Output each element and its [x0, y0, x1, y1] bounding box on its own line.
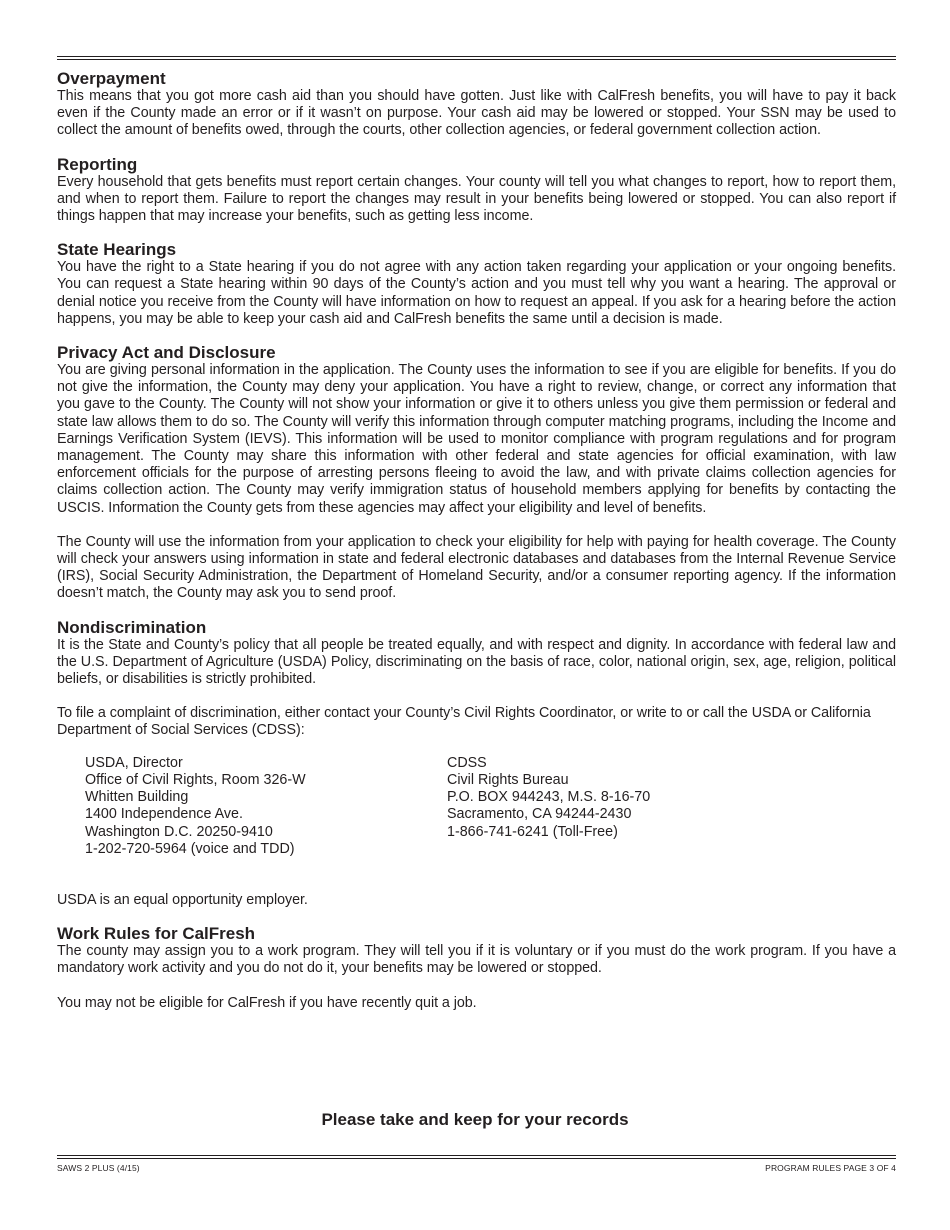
- top-rule: [57, 56, 896, 60]
- heading-state-hearings: State Hearings: [57, 240, 177, 260]
- cdss-phone: 1-866-741-6241 (Toll-Free): [447, 823, 618, 840]
- cdss-address-line: P.O. BOX 944243, M.S. 8-16-70: [447, 789, 651, 806]
- nondiscrimination-text-2: To file a complaint of discrimination, either contact your County’s Civil Rights Coordinator, or write to or call the USDA or California Department of Social Services (CDSS):: [57, 705, 871, 739]
- cdss-address-line: Sacramento, CA 94244-2430: [447, 806, 632, 823]
- section-nondiscrimination: [57, 618, 896, 909]
- usda-address-line: 1400 Independence Ave.: [85, 806, 243, 823]
- address-block: [85, 755, 896, 858]
- bottom-rule: [57, 1155, 896, 1159]
- usda-address-line: Whitten Building: [85, 789, 189, 806]
- usda-address-line: USDA, Director: [85, 754, 183, 771]
- page-label: PROGRAM RULES PAGE 3 OF 4: [765, 1163, 896, 1173]
- usda-address: [85, 755, 447, 858]
- usda-address-line: Washington D.C. 20250-9410: [85, 823, 273, 840]
- equal-opportunity-text: USDA is an equal opportunity employer.: [57, 891, 308, 908]
- usda-phone: 1-202-720-5964 (voice and TDD): [85, 840, 295, 857]
- closing-note: Please take and keep for your records: [321, 1110, 629, 1129]
- section-work-rules: [57, 924, 896, 1012]
- usda-address-line: Office of Civil Rights, Room 326-W: [85, 771, 306, 788]
- cdss-address: [447, 755, 847, 858]
- work-rules-text-2: You may not be eligible for CalFresh if you have recently quit a job.: [57, 994, 477, 1011]
- heading-overpayment: Overpayment: [57, 69, 166, 88]
- nondiscrimination-text-1: It is the State and County’s policy that all people be treated equally, and with respect and dignity. In accordance with federal law and the U.S. Department of Agriculture (USDA) Policy, discriminating on the basis of race, color, national origin, sex, age, religion, political beliefs, or disabilities is strictly prohibited.: [57, 636, 896, 688]
- cdss-address-line: Civil Rights Bureau: [447, 771, 569, 788]
- section-reporting: [57, 155, 896, 226]
- overpayment-text: This means that you got more cash aid than you should have gotten. Just like with CalFresh benefits, you will have to pay it back even if the County made an error or if it wasn’t on purpose. Your cash aid may be lowered or stopped. Your SSN may be used to collect the amount of benefits owed, through the courts, other collection agencies, or federal government collection action.: [57, 88, 896, 139]
- section-overpayment: [57, 69, 896, 140]
- heading-work-rules: Work Rules for CalFresh: [57, 924, 256, 944]
- privacy-text-2: The County will use the information from your application to check your eligibility for help with paying for health coverage. The County will check your answers using information in state and federal electronic databases and databases from the Internal Revenue Service (IRS), Social Security Administration, the Department of Homeland Security, and/or a consumer reporting agency. If the information doesn’t match, the County may ask you to send proof.: [57, 533, 896, 602]
- document-body: [57, 69, 896, 1012]
- state-hearings-text: You have the right to a State hearing if you do not agree with any action taken regarding your application or your ongoing benefits. You can request a State hearing within 90 days of the County’s action and you must tell why you want a hearing. The approval or denial notice you receive from the County will have information on how to request an appeal. If you ask for a hearing before the action happens, you may be able to keep your cash aid and CalFresh benefits the same until a decision is made.: [57, 259, 896, 327]
- heading-nondiscrimination: Nondiscrimination: [57, 617, 207, 637]
- section-state-hearings: [57, 240, 896, 328]
- form-id: SAWS 2 PLUS (4/15): [57, 1163, 140, 1173]
- privacy-text-1: You are giving personal information in the application. The County uses the information to see if you are eligible for benefits. If you do not give the information, the County may deny your application. You have a right to review, change, or correct any information that you gave to the County. The County will not show your information or give it to others unless you give them permission or federal and state law allows them to do so. The County will verify this information through computer matching programs, including the Income and Earnings Verification System (IEVS). This information will be used to monitor compliance with program regulations and for program management. The County may share this information with other federal and state agencies for official examination, with law enforcement officials for the purpose of arresting persons fleeing to avoid the law, and with private claims collection agencies for claims collection action. The County may verify immigration status of household members applying for benefits by contacting the USCIS. Information the County gets from these agencies may affect your eligibility and level of benefits.: [57, 362, 896, 516]
- heading-privacy: Privacy Act and Disclosure: [57, 343, 276, 363]
- heading-reporting: Reporting: [57, 154, 138, 174]
- work-rules-text-1: The county may assign you to a work program. They will tell you if it is voluntary or if you must do the work program. If you have a mandatory work activity and you do not do it, your benefits may be lowered or stopped.: [57, 943, 896, 977]
- reporting-text: Every household that gets benefits must report certain changes. Your county will tell you what changes to report, how to report them, and when to report them. Failure to report the changes may result in your benefits being lowered or stopped. You can also report if things happen that may increase your benefits, such as getting less income.: [57, 173, 896, 225]
- cdss-address-line: CDSS: [447, 754, 487, 771]
- section-privacy: [57, 343, 896, 603]
